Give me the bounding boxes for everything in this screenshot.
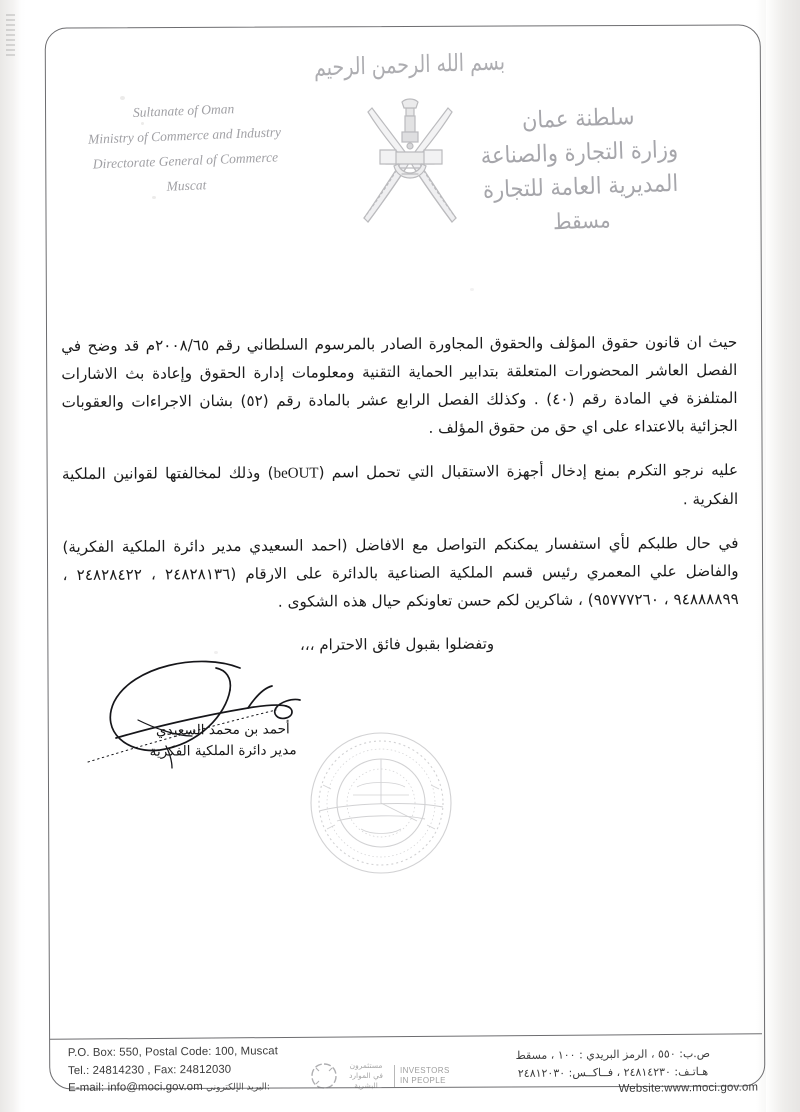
iip-english-text [400, 1066, 450, 1086]
official-round-stamp [297, 725, 465, 880]
footer-email[interactable]: E-mail: info@moci.gov.om [68, 1080, 203, 1095]
iip-arabic-line-1: مستثمرون [349, 1061, 383, 1070]
paragraph-2-text-after: ) وذلك لمخالفتها لقوانين الملكية الفكرية . [61, 463, 739, 509]
footer-tel-fax: Tel.: 24814230 , Fax: 24812030 [67, 1063, 232, 1077]
header-arabic-block [428, 97, 733, 244]
closing-salutation: وتفضلوا بقبول فائق الاحترام ،،، [299, 634, 495, 654]
header-ar-line-2: وزارة التجارة والصناعة [480, 135, 679, 170]
scan-right-edge-shadow [766, 0, 800, 1112]
body-paragraph-2 [62, 456, 738, 517]
signer-name: أحمد بن محمد السعيدي [155, 721, 290, 739]
iip-english-line-2: IN PEOPLE [400, 1076, 446, 1085]
iip-arabic-text [343, 1061, 389, 1091]
header-en-line-1: Sultanate of Oman [132, 101, 235, 120]
body-paragraph-1: حيث ان قانون حقوق المؤلف والحقوق المجاورة الصادر بالمرسوم السلطاني رقم ٢٠٠٨/٦٥م قد وضح في الفصل العاشر المحضورات المتعلقة بتدابير الحماية التقنية ومعلومات إدارة الحقوق وإعادة بث الاشارات المتلفزة في المادة رقم (٤٠) . وكذلك الفصل الرابع عشر بالمادة رقم (٥٢) بشان الاجراءات والعقوبات الجزائية بالاعتداء على اي حق من حقوق المؤلف . [61, 332, 738, 437]
footer-english-block [68, 1043, 323, 1099]
brand-name-beout: beOUT [273, 465, 319, 482]
signer-title: مدير دائرة الملكية الفكرية [149, 742, 297, 760]
header-ar-line-1: سلطنة عمان [521, 103, 635, 134]
investors-in-people-logo [310, 1056, 462, 1096]
body-paragraph-3: في حال طلبكم لأي استفسار يمكنكم التواصل مع الافاضل (احمد السعيدي مدير دائرة الملكية الفكرية) والفاضل علي المعمري رئيس قسم الملكية الصناعية بالدائرة على الارقام (٢٤٨٢٨١٣٦ ، ٢٤٨٢٨٤٢٢ ، ٩٤٨٨٨٨٩٩ ، ٩٥٧٧٧٢٦٠) ، شاكرين لكم حسن تعاونكم حيال هذه الشكوى . [62, 533, 739, 611]
letter-footer [0, 1042, 800, 1112]
letterhead-header [60, 48, 750, 242]
header-en-line-2: Ministry of Commerce and Industry [87, 124, 282, 147]
footer-po-box: P.O. Box: 550, Postal Code: 100, Muscat [67, 1045, 278, 1060]
footer-po-box-ar: ص.ب: ٥٥٠ ، الرمز البريدي : ١٠٠ ، مسقط [515, 1046, 711, 1063]
footer-email-label-ar: البريد الإلكتروني: [206, 1082, 270, 1093]
header-ar-line-3: المديرية العامة للتجارة [482, 169, 679, 204]
header-ar-line-4: مسقط [552, 206, 612, 235]
header-en-line-4: Muscat [166, 177, 207, 194]
scan-left-edge-shadow [0, 0, 22, 1112]
letter-body [61, 328, 739, 617]
iip-divider [394, 1065, 395, 1087]
header-english-block [58, 93, 312, 203]
footer-tel-fax-ar: هـاتـف: ٢٤٨١٤٢٣٠ ، فــاكــس: ٢٤٨١٢٠٣٠ [517, 1064, 709, 1080]
iip-english-line-1: INVESTORS [400, 1066, 450, 1075]
scan-edge-marks [6, 14, 15, 56]
header-en-line-3: Directorate General of Commerce [92, 149, 279, 172]
footer-arabic-block [468, 1044, 759, 1100]
paragraph-2-text-before: عليه نرجو التكرم بمنع إدخال أجهزة الاستقبال التي تحمل اسم ( [318, 460, 739, 482]
footer-website[interactable]: Website:www.moci.gov.om [618, 1081, 759, 1095]
iip-circle-icon [310, 1062, 338, 1090]
iip-arabic-line-2: في الموارد البشرية [349, 1071, 383, 1090]
footer-email-row [68, 1078, 323, 1099]
bismillah-calligraphy: بسم الله الرحمن الرحيم [313, 48, 506, 82]
